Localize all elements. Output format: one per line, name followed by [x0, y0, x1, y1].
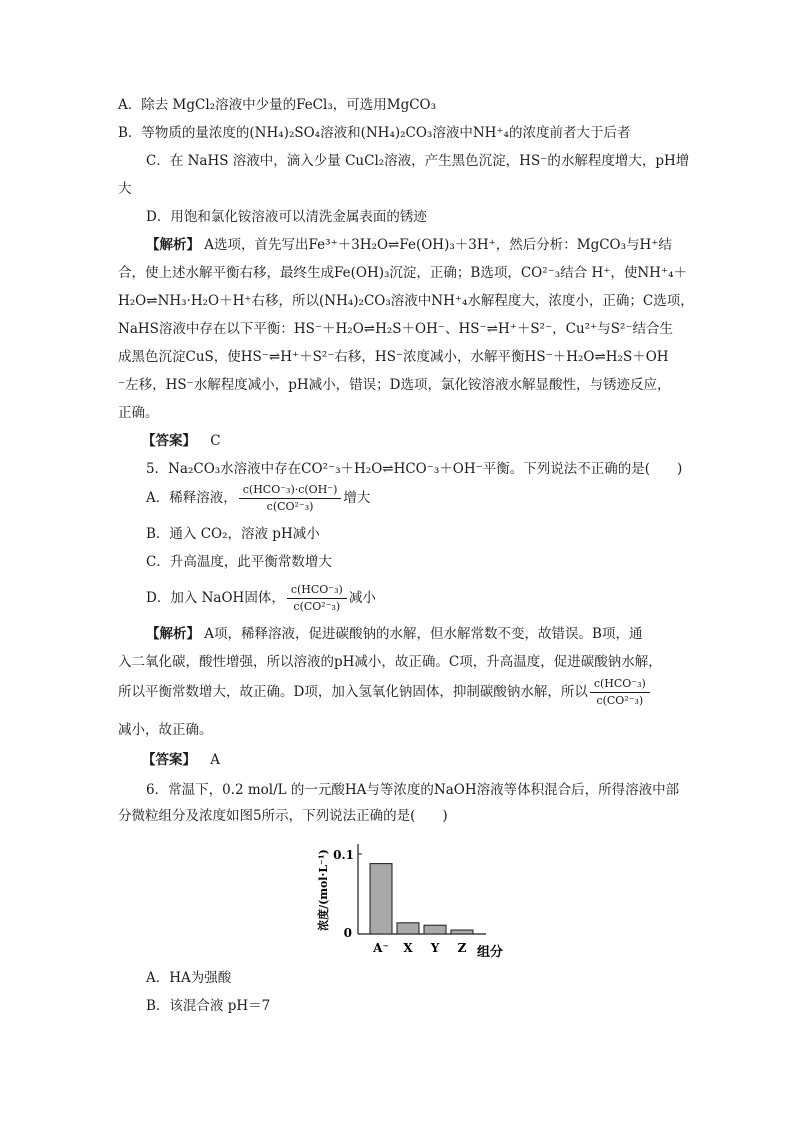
fraction: [287, 583, 347, 614]
q4-answer: [142, 431, 221, 451]
answer-value: A: [210, 752, 221, 768]
category-label-2: Y: [430, 941, 440, 955]
q5-analysis-line-1: [146, 624, 642, 644]
analysis-text: A选项，首先写出Fe³⁺＋3H₂O⇌Fe(OH)₃＋3H⁺，然后分析：MgCO₃与H⁺结: [204, 237, 672, 253]
q5-option-a: [146, 482, 370, 514]
q4-option-b: B．等物质的量浓度的(NH₄)₂SO₄溶液和(NH₄)₂CO₃溶液中NH⁺₄的浓度前者大于后者: [118, 125, 631, 141]
q5-analysis-line-2: 入二氧化碳，酸性增强，所以溶液的pH减小，故正确。C项，升高温度，促进碳酸钠水解，: [118, 654, 662, 670]
analysis-tag: 【解析】: [146, 237, 200, 253]
category-label-1: X: [403, 941, 413, 955]
category-labels-group: [372, 941, 466, 955]
q4-analysis-line-2: 合，使上述水解平衡右移，最终生成Fe(OH)₃沉淀，正确；B选项，CO²⁻₃结合 H⁺，使NH⁺₄＋: [118, 265, 687, 281]
q5-analysis-line-3: [118, 676, 652, 708]
q4-analysis-line-7: 正确。: [118, 405, 159, 421]
category-label-3: Z: [457, 941, 467, 955]
bar-0: [370, 864, 392, 934]
x-axis-label: 组分: [476, 945, 504, 960]
fraction: [590, 677, 650, 708]
y-axis-label: 浓度/(mol·L⁻¹): [317, 849, 330, 931]
category-label-0: A⁻: [373, 941, 389, 955]
q4-analysis-line-5: 成黑色沉淀CuS，使HS⁻⇌H⁺＋S²⁻右移，HS⁻浓度减小，水解平衡HS⁻＋H₂O⇌H₂S＋OH: [118, 349, 669, 365]
y-tick-label-zero: 0: [343, 926, 352, 940]
q6-stem-line-1: 6．常温下，0.2 mol/L 的一元酸HA与等浓度的NaOH溶液等体积混合后，所得溶液中部: [146, 782, 680, 798]
answer-tag: 【答案】: [142, 752, 196, 768]
q5-option-c: C．升高温度，此平衡常数增大: [146, 554, 332, 570]
q6-option-b: B．该混合液 pH＝7: [146, 998, 271, 1014]
q4-analysis-line-3: H₂O⇌NH₃·H₂O＋H⁺右移，所以(NH₄)₂CO₃溶液中NH⁺₄水解程度大，浓度小，正确；C选项，: [118, 293, 694, 309]
bar-1: [397, 923, 419, 934]
q6-stem-line-2: 分微粒组分及浓度如图5所示，下列说法正确的是( ): [118, 808, 448, 824]
q4-analysis-line-6: ⁻左移，HS⁻水解程度减小，pH减小，错误；D选项，氯化铵溶液水解显酸性，与锈迹反应，: [118, 377, 671, 393]
q4-option-a: A．除去 MgCl₂溶液中少量的FeCl₃，可选用MgCO₃: [118, 97, 437, 113]
q5-answer: [142, 750, 220, 770]
fraction-numerator: c(HCO⁻₃)·c(OH⁻): [239, 483, 342, 499]
bar-2: [424, 925, 446, 934]
q4-analysis-line-1: [146, 235, 672, 255]
fraction: [239, 483, 342, 514]
q5-stem: 5．Na₂CO₃水溶液中存在CO²⁻₃＋H₂O⇌HCO⁻₃＋OH⁻平衡。下列说法不正确的是( ): [146, 461, 683, 477]
bar-3: [451, 930, 473, 934]
fraction-denominator: c(CO²⁻₃): [293, 600, 341, 613]
q4-option-d: D．用饱和氯化铵溶液可以清洗金属表面的锈迹: [146, 209, 427, 225]
q5-option-d-tail: 减小: [348, 590, 376, 606]
fraction-denominator: c(CO²⁻₃): [596, 694, 644, 707]
q5-analysis-text: 所以平衡常数增大，故正确。D项，加入氢氧化钠固体，抑制碳酸钠水解，所以: [118, 684, 588, 700]
q4-option-c: C．在 NaHS 溶液中，滴入少量 CuCl₂溶液，产生黑色沉淀，HS⁻的水解程度增大，pH增: [146, 153, 690, 169]
analysis-text: A项，稀释溶液，促进碳酸钠的水解，但水解常数不变，故错误。B项，通: [204, 626, 643, 642]
concentration-bar-chart: [300, 838, 520, 964]
answer-tag: 【答案】: [142, 433, 196, 449]
q4-analysis-line-4: NaHS溶液中存在以下平衡：HS⁻＋H₂O⇌H₂S＋OH⁻、HS⁻⇌H⁺＋S²⁻，Cu²⁺与S²⁻结合生: [118, 321, 673, 337]
analysis-tag: 【解析】: [146, 626, 200, 642]
q5-option-d: [146, 582, 376, 614]
q5-option-d-label: D．加入 NaOH固体，: [146, 590, 285, 606]
q5-option-a-tail: 增大: [343, 490, 371, 506]
fraction-denominator: c(CO²⁻₃): [266, 500, 314, 513]
q5-option-a-label: A．稀释溶液，: [146, 490, 237, 506]
fraction-numerator: c(HCO⁻₃): [590, 677, 650, 693]
bars-group: [370, 864, 473, 934]
q5-analysis-line-4: 减小，故正确。: [118, 722, 213, 738]
q5-option-b: B．通入 CO₂，溶液 pH减小: [146, 526, 320, 542]
q4-option-c-cont: 大: [118, 181, 132, 197]
q6-option-a: A．HA为强酸: [146, 970, 232, 986]
fraction-numerator: c(HCO⁻₃): [287, 583, 347, 599]
y-tick-label-top: 0.1: [333, 848, 354, 862]
answer-value: C: [210, 433, 221, 449]
